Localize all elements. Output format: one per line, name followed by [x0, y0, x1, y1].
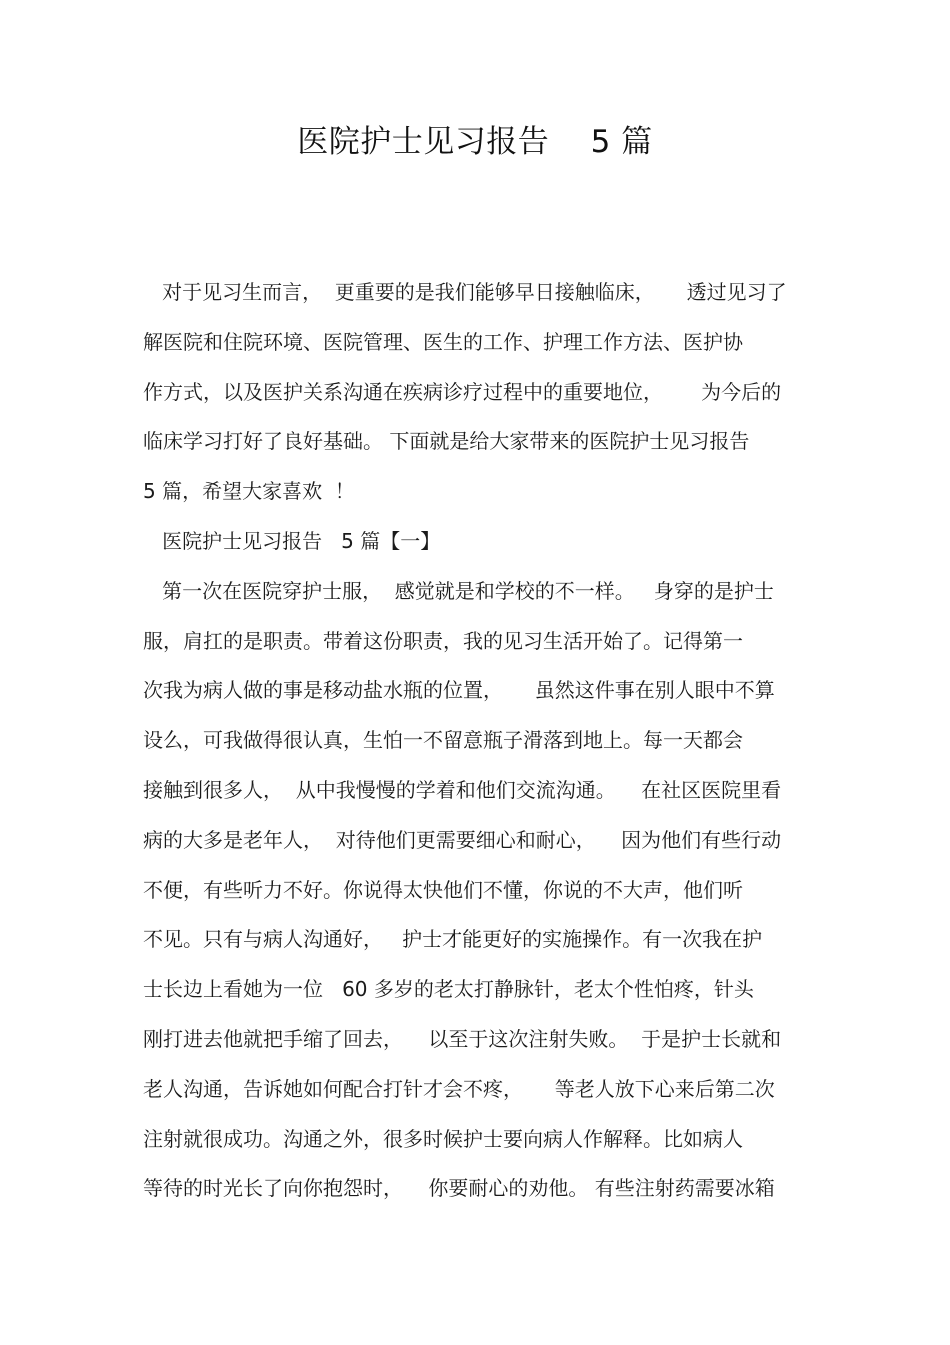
text-line: 第一次在医院穿护士服， 感觉就是和学校的不一样。 身穿的是护士	[143, 578, 774, 603]
text-line: 5 篇，希望大家喜欢 ！	[143, 479, 355, 504]
text-line: 老人沟通，告诉她如何配合打针才会不疼， 等老人放下心来后第二次	[143, 1076, 775, 1101]
text-line: 士长边上看她为一位 60 多岁的老太打静脉针，老太个性怕疼，针头	[143, 977, 754, 1002]
text-line: 刚打进去他就把手缩了回去， 以至于这次注射失败。 于是护士长就和	[143, 1026, 782, 1051]
text-line: 作方式，以及医护关系沟通在疾病诊疗过程中的重要地位， 为今后的	[143, 379, 782, 404]
document-body	[143, 268, 813, 1214]
text-line: 病的大多是老年人， 对待他们更需要细心和耐心， 因为他们有些行动	[143, 827, 782, 852]
text-line: 医院护士见习报告 5 篇【一】	[143, 528, 441, 553]
text-line: 临床学习打好了良好基础。 下面就是给大家带来的医院护士见习报告	[143, 429, 750, 454]
text-line: 设么，可我做得很认真，生怕一不留意瓶子滑落到地上。每一天都会	[143, 728, 743, 753]
text-line: 不便，有些听力不好。你说得太快他们不懂，你说的不大声，他们听	[143, 877, 743, 902]
document-title: 医院护士见习报告 5 篇	[297, 124, 653, 160]
text-line: 次我为病人做的事是移动盐水瓶的位置， 虽然这件事在别人眼中不算	[143, 678, 775, 703]
text-line: 等待的时光长了向你抱怨时， 你要耐心的劝他。 有些注射药需要冰箱	[143, 1176, 775, 1201]
text-line: 接触到很多人， 从中我慢慢的学着和他们交流沟通。 在社区医院里看	[143, 777, 782, 802]
text-line: 注射就很成功。沟通之外，很多时候护士要向病人作解释。比如病人	[143, 1126, 743, 1151]
text-line: 服，肩扛的是职责。带着这份职责，我的见习生活开始了。记得第一	[143, 628, 743, 653]
text-line: 对于见习生而言， 更重要的是我们能够早日接触临床， 透过见习了	[143, 280, 787, 304]
text-line: 解医院和住院环境、医院管理、医生的工作、护理工作方法、医护协	[143, 329, 743, 354]
text-line: 不见。只有与病人沟通好， 护士才能更好的实施操作。有一次我在护	[143, 927, 763, 952]
